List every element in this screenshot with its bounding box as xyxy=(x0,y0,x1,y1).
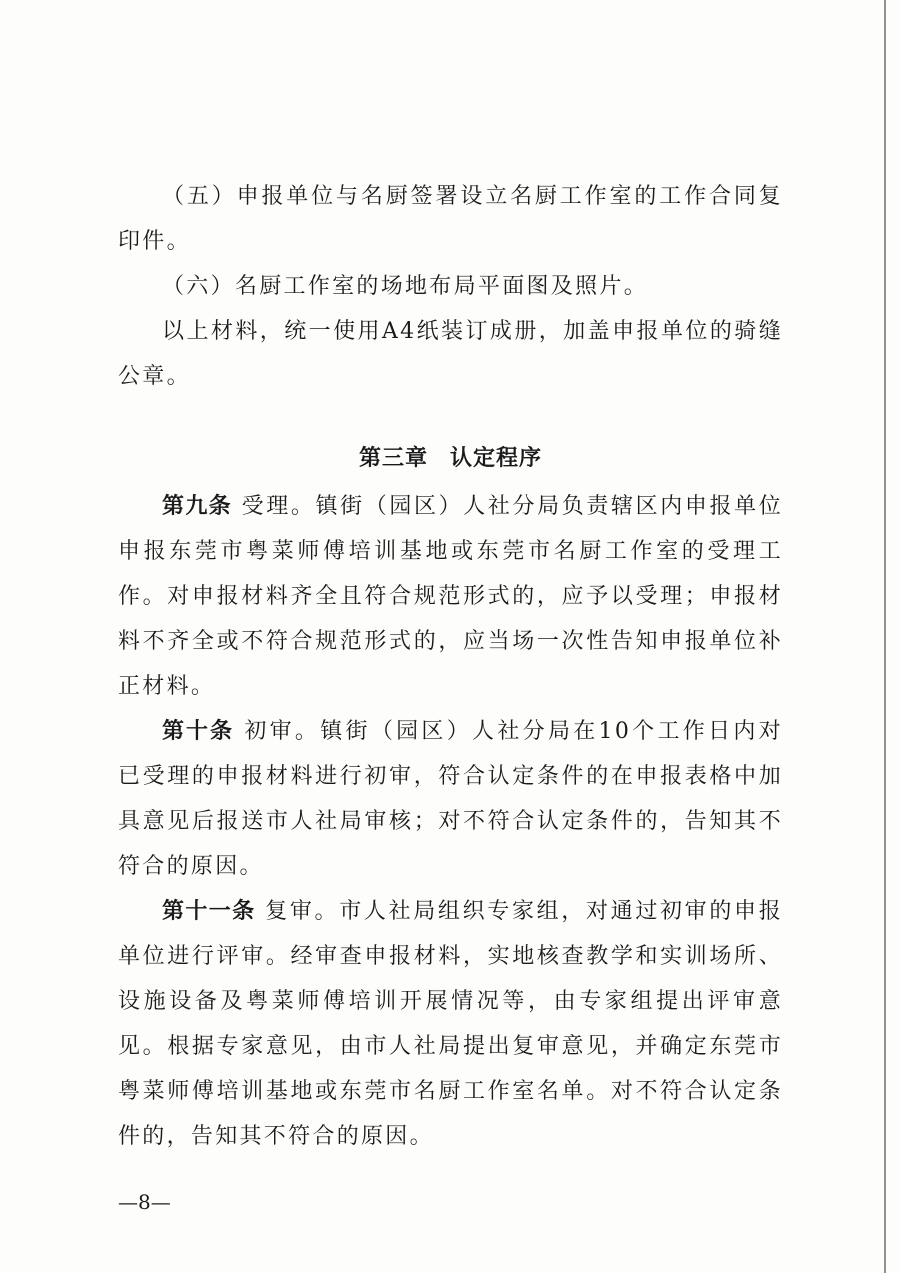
materials-list xyxy=(118,174,783,399)
chapter-title: 认定程序 xyxy=(450,446,543,471)
article-9 xyxy=(118,484,783,709)
paragraph-binding-note: 以上材料，统一使用A4纸装订成册，加盖申报单位的骑缝公章。 xyxy=(118,319,783,389)
scan-edge-line xyxy=(884,0,886,1273)
article-label: 第十条 xyxy=(162,719,235,744)
article-text: 初审。镇街（园区）人社分局在10个工作日内对已受理的申报材料进行初审，符合认定条件的在申报表格中加具意见后报送市人社局审核；对不符合认定条件的，告知其不符合的原因。 xyxy=(118,719,783,879)
chapter-number: 第三章 xyxy=(358,446,428,471)
article-text: 受理。镇街（园区）人社分局负责辖区内申报单位申报东莞市粤菜师傅培训基地或东莞市名厨工作室的受理工作。对申报材料齐全且符合规范形式的，应予以受理；申报材料不齐全或不符合规范形式的，应当场一次性告知申报单位补正材料。 xyxy=(118,494,783,699)
chapter-heading xyxy=(118,439,783,479)
article-label: 第十一条 xyxy=(162,899,256,924)
article-10 xyxy=(118,709,783,889)
page-number: —8— xyxy=(118,1190,171,1214)
article-text: 复审。市人社局组织专家组，对通过初审的申报单位进行评审。经审查申报材料，实地核查教学和实训场所、设施设备及粤菜师傅培训开展情况等，由专家组提出评审意见。根据专家意见，由市人社局提出复审意见，并确定东莞市粤菜师傅培训基地或东莞市名厨工作室名单。对不符合认定条件的，告知其不符合的原因。 xyxy=(118,899,783,1149)
paragraph-item-6: （六）名厨工作室的场地布局平面图及照片。 xyxy=(162,274,649,299)
paragraph-item-5: （五）申报单位与名厨签署设立名厨工作室的工作合同复印件。 xyxy=(118,184,783,254)
article-11 xyxy=(118,889,783,1159)
article-label: 第九条 xyxy=(162,494,232,519)
articles-section xyxy=(118,484,783,1159)
